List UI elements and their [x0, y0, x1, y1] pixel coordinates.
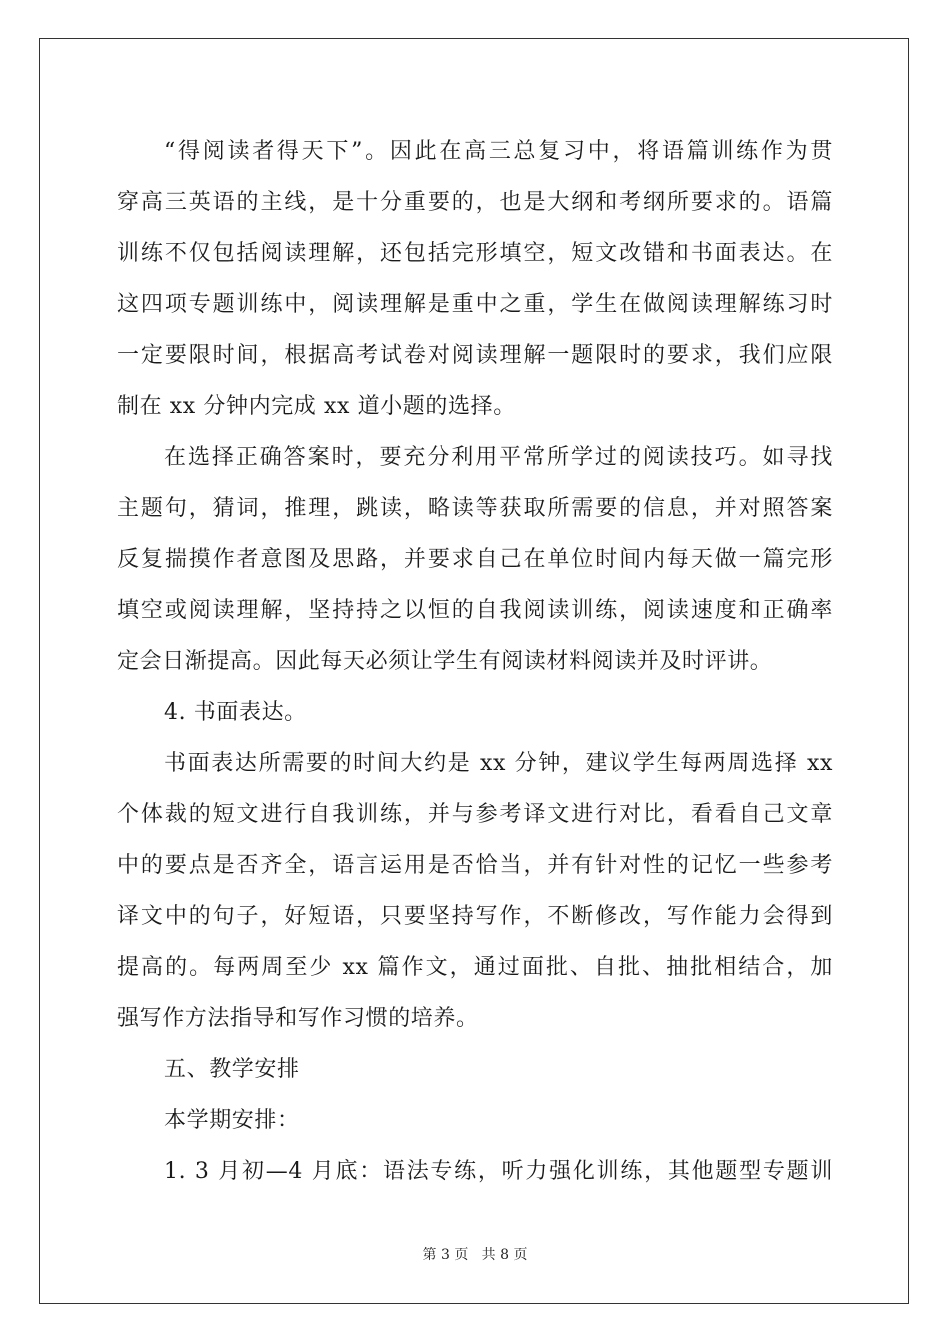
text-line: 一定要限时间，根据高考试卷对阅读理解一题限时的要求，我们应限	[117, 343, 833, 368]
text-line: 个体裁的短文进行自我训练，并与参考译文进行对比，看看自己文章	[117, 802, 833, 827]
text-line: 译文中的句子，好短语，只要坚持写作，不断修改，写作能力会得到	[117, 904, 833, 929]
document-body	[117, 126, 833, 1197]
text-line: 这四项专题训练中，阅读理解是重中之重，学生在做阅读理解练习时	[117, 292, 833, 317]
text-line: 本学期安排：	[164, 1108, 300, 1133]
page-number-footer: 第 3 页 共 8 页	[422, 1247, 528, 1263]
text-line: 穿高三英语的主线，是十分重要的，也是大纲和考纲所要求的。语篇	[117, 190, 833, 215]
text-line: 4. 书面表达。	[164, 700, 307, 725]
text-line: 中的要点是否齐全，语言运用是否恰当，并有针对性的记忆一些参考	[117, 853, 833, 878]
text-line: 制在 xx 分钟内完成 xx 道小题的选择。	[117, 394, 516, 419]
text-line: 提高的。每两周至少 xx 篇作文，通过面批、自批、抽批相结合，加	[117, 955, 833, 980]
text-line: 五、教学安排	[164, 1057, 300, 1082]
text-line: 定会日渐提高。因此每天必须让学生有阅读材料阅读并及时评讲。	[117, 649, 773, 674]
text-line: 主题句，猜词，推理，跳读，略读等获取所需要的信息，并对照答案	[117, 496, 833, 521]
text-line: 书面表达所需要的时间大约是 xx 分钟，建议学生每两周选择 xx	[164, 751, 833, 776]
text-line: 填空或阅读理解，坚持持之以恒的自我阅读训练，阅读速度和正确率	[117, 598, 833, 623]
text-line: 训练不仅包括阅读理解，还包括完形填空，短文改错和书面表达。在	[117, 241, 833, 266]
text-line: 反复揣摸作者意图及思路，并要求自己在单位时间内每天做一篇完形	[117, 547, 833, 572]
text-line: 在选择正确答案时，要充分利用平常所学过的阅读技巧。如寻找	[164, 445, 833, 470]
text-line: “得阅读者得天下”。因此在高三总复习中，将语篇训练作为贯	[164, 139, 833, 164]
text-line: 强写作方法指导和写作习惯的培养。	[117, 1006, 479, 1031]
text-line: 1. 3 月初—4 月底：语法专练，听力强化训练，其他题型专题训	[164, 1159, 833, 1184]
